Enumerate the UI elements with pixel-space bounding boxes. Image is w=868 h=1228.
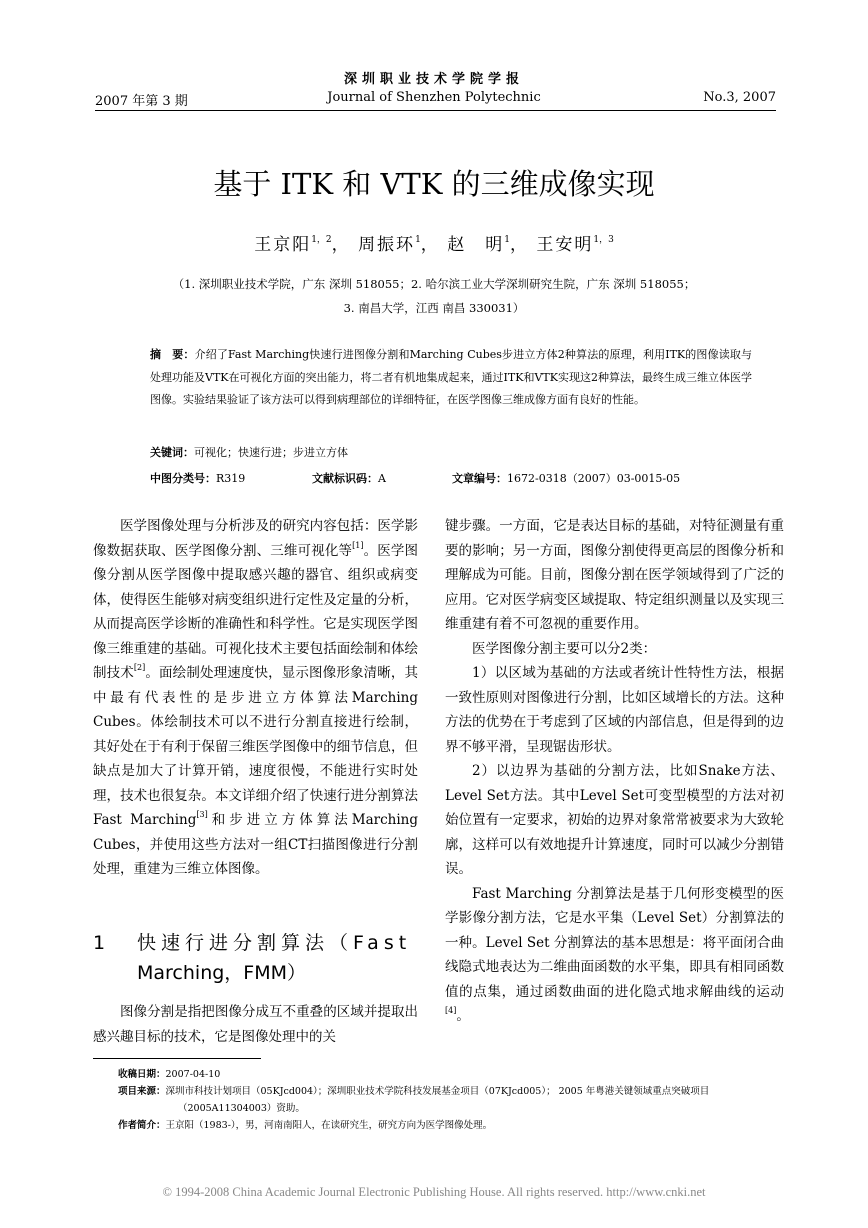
- section-heading: [93, 928, 418, 988]
- copyright-notice: © 1994-2008 China Academic Journal Electronic Publishing House. All rights reserved. http://www.cnki.net: [162, 1185, 706, 1199]
- abstract-text: 介绍了Fast Marching快速行进图像分割和Marching Cubes步进立方体2种算法的原理，利用ITK的图像读取与处理功能及VTK在可视化方面的突出能力，将二者有机地集成起来，通过ITK和VTK实现这2种算法，最终生成三维立体医学图像。实验结果验证了该方法可以得到病理部位的详细特征，在医学图像三维成像方面有良好的性能。: [150, 348, 752, 406]
- clc-number: [150, 470, 245, 486]
- clc-label: 中图分类号：: [150, 472, 216, 485]
- doc-code-label: 文献标识码：: [312, 472, 378, 485]
- text-run: 医学图像处理与分析涉及的研究内容包括：医学影像数据获取、医学图像分割、三维可视化等: [93, 518, 418, 559]
- author-name: 王京阳: [254, 235, 312, 255]
- author-affil-sup: 1: [504, 235, 510, 245]
- body-paragraph: 图像分割是指把图像分成互不重叠的区域并提取出感兴趣目标的技术，它是图像处理中的关: [93, 1004, 418, 1045]
- header-rule: [95, 110, 776, 111]
- text-run: 。面绘制处理速度快，显示图像形象清晰，其中最有代表性的是步进立方体算法Marching Cubes。体绘制技术可以不进行分割直接进行绘制，其好处在于有利于保留三维医学图像中的细节信息，但缺点是加大了计算开销，速度很慢，不能进行实时处理，技术也很复杂。本文详细介绍了快速行进分割算法Fast Marching: [93, 665, 419, 828]
- abstract-label: 摘 要：: [150, 348, 195, 361]
- journal-name-cn: 深圳职业技术学院学报: [343, 72, 524, 87]
- author-name: 周振环: [358, 235, 416, 255]
- author-affil-sup: 1，3: [593, 235, 614, 245]
- body-paragraph: 医学图像分割主要可以分2类：: [472, 640, 657, 657]
- body-paragraph: [445, 882, 784, 1029]
- keywords-label: 关键词：: [150, 446, 194, 459]
- text-run: 。医学图像分割从医学图像中提取感兴趣的器官、组织或病变体，使得医生能够对病变组织进行定性及定量的分析，从而提高医学诊断的准确性和科学性。它是实现医学图像三维重建的基础。可视化技术主要包括面绘制和体绘制技术: [93, 542, 419, 681]
- body-paragraph: 键步骤。一方面，它是表达目标的基础，对特征测量有重要的影响；另一方面，图像分割使得更高层的图像分析和理解成为可能。目前，图像分割在医学领域得到了广泛的应用。它对医学病变区域提取、特定组织测量以及实现三维重建有着不可忽视的重要作用。: [445, 518, 784, 632]
- author-sep: ，: [420, 235, 440, 255]
- received-label: 收稿日期：: [118, 1069, 166, 1080]
- citation: [2]: [133, 663, 146, 672]
- body-paragraph: 1）以区域为基础的方法或者统计性特性方法，根据一致性原则对图像进行分割，比如区域增长的方法。这种方法的优势在于考虑到了区域的内部信息，但是得到的边界不够平滑，呈现锯齿形状。: [445, 665, 784, 755]
- footnote-author: [118, 1117, 778, 1134]
- body-left-column: [93, 514, 418, 882]
- text-run: 和步进立方体算法Marching Cubes，并使用这些方法对一组CT扫描图像进行分割处理，重建为三维立体图像。: [93, 812, 418, 877]
- author-affil-sup: 1，2: [311, 235, 332, 245]
- author-list: [0, 230, 868, 255]
- author-name: 赵 明: [447, 235, 505, 255]
- footnote-rule: [93, 1058, 261, 1059]
- section-title-cont: Marching，FMM）: [137, 962, 307, 984]
- author-affil-sup: 1: [415, 235, 421, 245]
- author-bio-text: 王京阳（1983-），男，河南南阳人，在读研究生，研究方向为医学图像处理。: [165, 1120, 493, 1131]
- funding-label: 项目来源：: [118, 1086, 166, 1097]
- body-paragraph: 2）以边界为基础的分割方法，比如Snake方法、Level Set方法。其中Level Set可变型模型的方法对初始位置有一定要求，初始的边界对象常常被要求为大致轮廓，这样可以有效地提升计算速度，同时可以减少分割错误。: [445, 763, 784, 877]
- footnote-received: [118, 1066, 778, 1083]
- citation: [1]: [352, 540, 364, 550]
- body-right-column: [445, 514, 784, 1029]
- author-name: 王安明: [536, 235, 594, 255]
- author-sep: ，: [509, 235, 529, 255]
- section-title: 快速行进分割算法（Fast: [137, 932, 412, 954]
- author-sep: ，: [331, 235, 351, 255]
- abstract: [150, 344, 752, 412]
- text-run: Fast Marching 分割算法是基于几何形变模型的医学影像分割方法，它是水平集（Level Set）分割算法的一种。Level Set 分割算法的基本思想是：将平面闭合曲线隐式地表达为二维曲面函数的水平集，即具有相同函数值的点集，通过函数曲面的进化隐式地求解曲线的运动: [445, 885, 784, 1000]
- clc-value: R319: [216, 472, 246, 485]
- keywords: [150, 444, 348, 460]
- article-number: [452, 470, 680, 486]
- citation: [3]: [196, 810, 208, 819]
- doc-code-value: A: [378, 472, 386, 485]
- citation: [4]: [445, 1006, 457, 1015]
- paper-title: 基于 ITK 和 VTK 的三维成像实现: [213, 167, 655, 201]
- footnote-funding-cont: （2005A11304003）资助。: [178, 1103, 305, 1114]
- doc-code: [312, 470, 386, 486]
- issue-cn: 2007 年第 3 期: [95, 94, 188, 109]
- affiliation-line: 3. 南昌大学，江西 南昌 330031）: [343, 301, 525, 315]
- text-run: 。: [456, 1008, 470, 1024]
- body-left-column-2: [93, 1000, 418, 1049]
- section-number: 1: [93, 932, 106, 954]
- keywords-text: 可视化；快速行进；步进立方体: [194, 446, 348, 459]
- funding-text: 深圳市科技计划项目（05KJcd004）；深圳职业技术学院科技发展基金项目（07KJcd005）； 2005 年粤港关键领域重点突破项目: [165, 1086, 710, 1097]
- issue-en: No.3, 2007: [703, 90, 776, 105]
- received-date: 2007-04-10: [165, 1069, 221, 1080]
- article-number-value: 1672-0318（2007）03-0015-05: [507, 472, 681, 485]
- body-paragraph: [93, 514, 418, 882]
- article-number-label: 文章编号：: [452, 472, 507, 485]
- footnote-funding: [118, 1083, 778, 1100]
- journal-name-en: Journal of Shenzhen Polytechnic: [327, 90, 541, 105]
- author-bio-label: 作者简介：: [118, 1120, 166, 1131]
- affiliation-line: （1. 深圳职业技术学院，广东 深圳 518055；2. 哈尔滨工业大学深圳研究生院，广东 深圳 518055；: [172, 277, 696, 291]
